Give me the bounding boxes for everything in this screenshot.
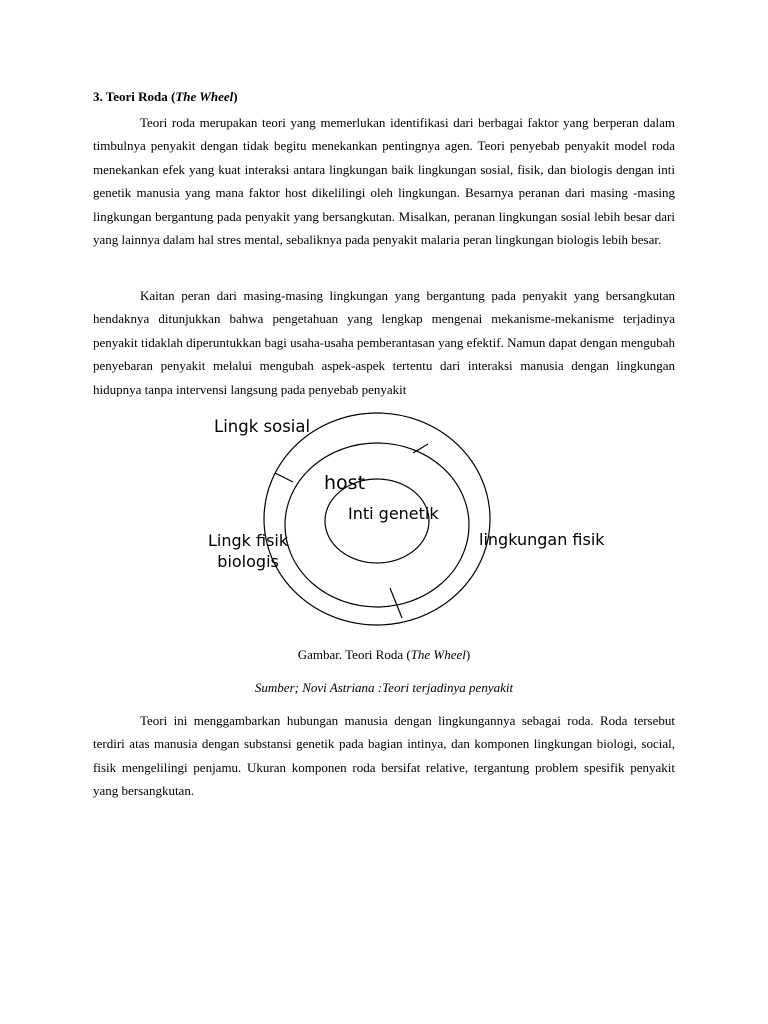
section-heading: 3. Teori Roda (The Wheel) <box>93 89 238 104</box>
divider-top-right <box>413 444 428 453</box>
label-lingk-sosial: Lingk sosial <box>214 417 311 436</box>
label-inti-genetik: Inti genetik <box>348 504 439 523</box>
divider-bottom <box>390 588 402 618</box>
paragraph-2: Kaitan peran dari masing-masing lingkungan yang bergantung pada penyakit yang bersangkutan hendaknya ditunjukkan bahwa pengetahuan yang lengkap mengenai mekanisme-mekanisme terjadinya penyakit tidaklah diperuntukkan bagi usaha-usaha pemberantasan yang efektif. Namun dapat dengan mengubah penyebaran penyakit melalui mengubah aspek-aspek tertentu dari interaksi manusia dengan lingkungan hidupnya tanpa intervensi langsung pada penyebab penyakit <box>93 288 675 397</box>
wheel-diagram <box>190 405 630 635</box>
figure-source: Sumber; Novi Astriana :Teori terjadinya penyakit <box>254 680 514 695</box>
divider-left <box>275 473 293 482</box>
paragraph-3: Teori ini menggambarkan hubungan manusia dengan lingkungannya sebagai roda. Roda tersebut terdiri atas manusia dengan substansi genetik pada bagian intinya, dan komponen lingkungan biologi, social, fisik mengelilingi penjamu. Ukuran komponen roda bersifat relative, tergantung problem spesifik penyakit yang bersangkutan. <box>93 713 675 799</box>
figure-caption: Gambar. Teori Roda (The Wheel) <box>297 647 471 662</box>
paragraph-1: Teori roda merupakan teori yang memerlukan identifikasi dari berbagai faktor yang berperan dalam timbulnya penyakit dengan tidak begitu menekankan pentingnya agen. Teori penyebab penyakit model roda menekankan efek yang kuat interaksi antara lingkungan baik lingkungan sosial, fisik, dan biologis dengan inti genetik manusia yang mana faktor host dikelilingi oleh lingkungan. Besarnya peranan dari masing -masing lingkungan bergantung pada penyakit yang bersangkutan. Misalkan, peranan lingkungan sosial lebih besar dari yang lainnya dalam hal stres mental, sebaliknya pada penyakit malaria peran lingkungan biologis lebih besar. <box>93 115 675 248</box>
middle-ring <box>285 443 469 607</box>
label-lingk-fisik-biologis: Lingk fisik biologis <box>208 531 289 571</box>
label-host: host <box>324 472 366 494</box>
heading-italic: The Wheel <box>175 89 234 104</box>
label-lingkungan-fisik: lingkungan fisik <box>479 530 605 549</box>
